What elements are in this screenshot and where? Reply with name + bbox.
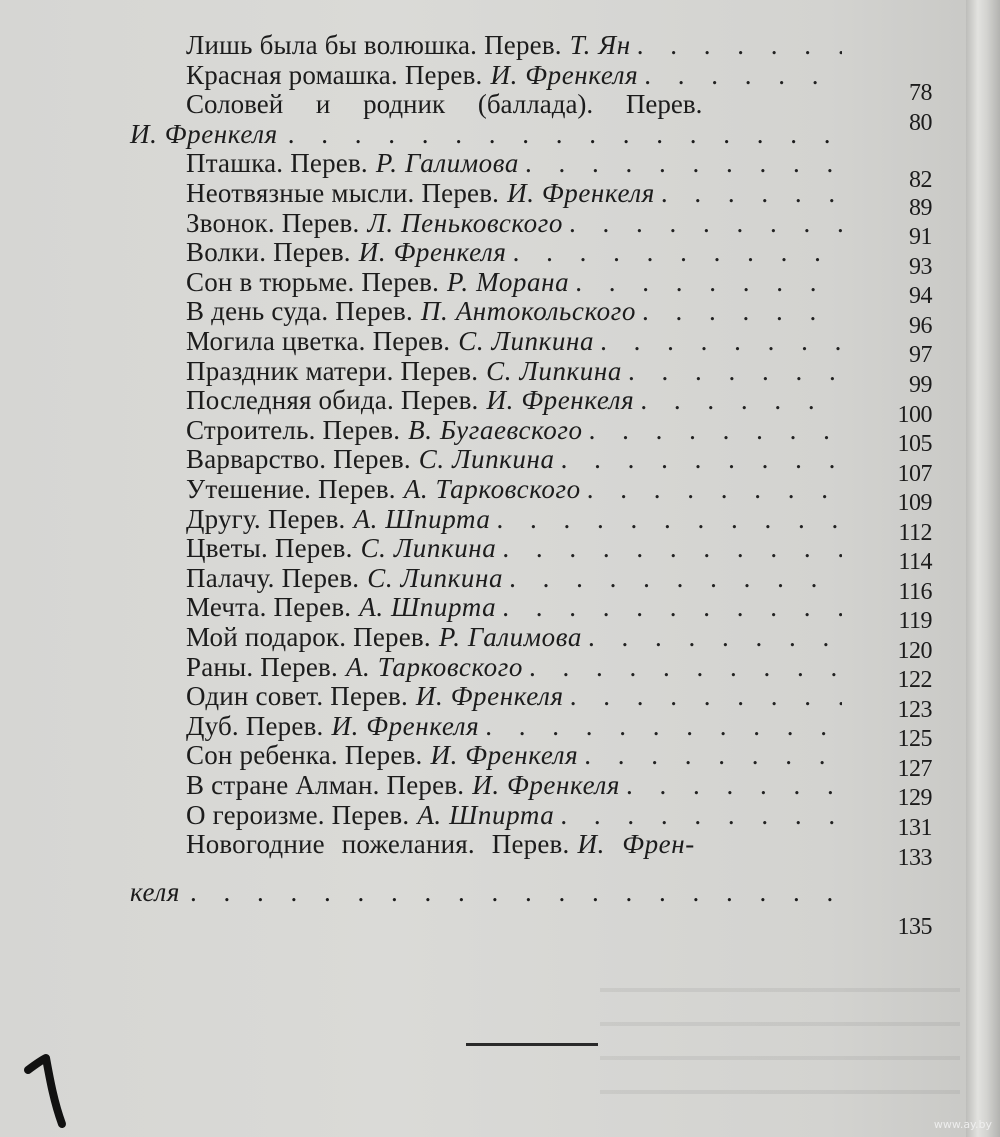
toc-entry: [186, 681, 842, 711]
dot-leader: [626, 770, 842, 800]
toc-entry-translator: И. Френкеля: [507, 178, 655, 208]
toc-entry: [186, 563, 842, 593]
toc-entry: [186, 740, 842, 770]
toc-entry: [186, 385, 842, 415]
toc-entry: [186, 711, 842, 741]
dot-leader: [588, 622, 842, 652]
toc-entry-title: Варварство. Перев.: [186, 444, 411, 475]
toc-entry-title: Праздник матери. Перев.: [186, 355, 479, 386]
toc-entry-title: В стране Алман. Перев.: [186, 770, 465, 800]
toc-entry-title: Звонок. Перев.: [186, 207, 360, 238]
toc-entry-title: Мечта. Перев.: [186, 592, 352, 623]
dot-leader: [560, 800, 842, 830]
toc-entry: [186, 622, 842, 652]
dot-leader: [640, 385, 842, 415]
toc-entry: [186, 533, 842, 563]
toc-entry: [186, 30, 842, 60]
dot-leader: [513, 237, 842, 267]
toc-entry-title: Соловей и родник (баллада). Перев.: [186, 89, 703, 120]
toc-entry-translator: И. Френкеля: [358, 237, 507, 268]
toc-entry-translator: И. Френкеля: [430, 740, 579, 771]
toc-page-number: 131: [897, 815, 932, 841]
toc-entry: [186, 237, 842, 267]
toc-entry-title: Новогодние пожелания. Перев.: [186, 829, 570, 860]
toc-entry-title: Мой подарок. Перев.: [186, 622, 431, 652]
toc-entry: [186, 208, 842, 238]
dot-leader: [525, 148, 842, 178]
toc-entry: [186, 504, 842, 534]
toc-entry: [186, 267, 842, 297]
dot-leader: [661, 178, 842, 208]
toc-entry-translator: Р. Морана: [447, 266, 570, 297]
toc-page-number: 125: [897, 726, 932, 752]
dot-leader: [600, 326, 842, 356]
dot-leader: [502, 533, 842, 563]
toc-entry: [186, 296, 842, 326]
toc-entry: [186, 178, 842, 208]
toc-entry-title: Последняя обида. Перев.: [186, 385, 479, 416]
toc-page-number: 133: [897, 845, 932, 871]
toc-page-number: 93: [909, 254, 932, 280]
toc-entry-title: Волки. Перев.: [186, 237, 351, 268]
book-binding: [966, 0, 1000, 1137]
toc-page-number: 109: [897, 490, 932, 516]
toc-entry-translator: И. Френкеля: [130, 118, 278, 149]
toc-entry-translator: И. Френкеля: [490, 59, 639, 90]
toc-page-number: 129: [897, 785, 932, 811]
toc-entry: [186, 60, 842, 90]
toc-entry: [186, 829, 842, 859]
toc-entry-title: Лишь была бы волюшка. Перев.: [186, 30, 562, 60]
toc-entry-translator: А. Тарковского: [403, 474, 581, 504]
toc-entry: [186, 326, 842, 356]
toc-entry-title: Красная ромашка. Перев.: [186, 59, 483, 90]
toc-page-number: 91: [909, 224, 932, 250]
dot-leader: [570, 681, 842, 711]
toc-entry: [186, 592, 842, 622]
toc-entry-title: Утешение. Перев.: [186, 474, 396, 504]
toc-entry: [186, 652, 842, 682]
toc-page-number: 114: [898, 549, 932, 575]
toc-entry-translator: С. Липкина: [360, 533, 497, 564]
toc-entry-title: Сон ребенка. Перев.: [186, 740, 423, 771]
toc-entry-translator: С. Липкина: [367, 562, 504, 593]
toc-entry-translator: А. Шпирта: [417, 799, 555, 830]
show-through-text: [600, 970, 960, 1120]
section-divider-rule: [466, 1043, 598, 1046]
toc-entry: [186, 444, 842, 474]
dot-leader: [642, 296, 842, 326]
toc-entry-translator: Т. Ян: [569, 30, 631, 60]
toc-entry: [186, 356, 842, 386]
toc-entry-title: О героизме. Перев.: [186, 799, 410, 830]
dot-leader: [575, 267, 842, 297]
toc-page-number: 119: [898, 608, 932, 634]
dot-leader: [502, 592, 842, 622]
toc-entry-translator: Р. Галимова: [375, 148, 519, 179]
toc-entry: [186, 800, 842, 830]
toc-entry-translator: С. Липкина: [486, 355, 622, 386]
toc-page-number: 123: [897, 697, 932, 723]
toc-entry-translator: С. Липкина: [458, 326, 595, 356]
toc-entry-translator: П. Антокольского: [420, 296, 636, 327]
dot-leader: [497, 504, 842, 534]
toc-entry: [186, 474, 842, 504]
toc-entry-translator: А. Тарковского: [345, 651, 523, 682]
toc-entry-translator: И. Френкеля: [472, 770, 621, 800]
toc-entry: [186, 415, 842, 445]
toc-page-number: 96: [909, 313, 932, 339]
toc-page-number: 99: [909, 372, 932, 398]
toc-page-number: 82: [909, 167, 932, 193]
toc-entry-continuation: [130, 119, 842, 149]
toc-entry-title: Могила цветка. Перев.: [186, 326, 451, 356]
dot-leader: [637, 30, 842, 60]
toc-entry-translator: А. Шпирта: [359, 592, 497, 623]
toc-page-number: 116: [898, 579, 932, 605]
watermark: www.ay.by: [933, 1118, 992, 1131]
toc-entry-translator: И. Френкеля: [415, 681, 564, 712]
toc-page-number: 127: [897, 756, 932, 782]
toc-entry-translator: И. Френкеля: [331, 710, 480, 741]
dot-leader: [509, 563, 842, 593]
toc-entry-translator: Р. Галимова: [438, 622, 582, 652]
toc-entry-title: В день суда. Перев.: [186, 296, 413, 327]
toc-entry-title: Дуб. Перев.: [186, 710, 324, 741]
toc-entry-title: Неотвязные мысли. Перев.: [186, 178, 500, 208]
toc-entry: [186, 770, 842, 800]
toc-entry-title: Пташка. Перев.: [186, 148, 368, 179]
toc-entry-translator: И. Френкеля: [486, 385, 635, 416]
toc-entry-title: Другу. Перев.: [186, 503, 346, 534]
handwritten-mark: [10, 1040, 90, 1130]
toc-entry-translator: С. Липкина: [418, 444, 555, 475]
toc-page-number: 122: [897, 667, 932, 693]
toc-page-number: 112: [898, 520, 932, 546]
dot-leader: [190, 877, 842, 907]
dot-leader: [644, 60, 842, 90]
toc-page-number: 105: [897, 431, 932, 457]
toc-page-number: 120: [897, 638, 932, 664]
dot-leader: [485, 711, 842, 741]
toc-entry-title: Цветы. Перев.: [186, 533, 353, 564]
toc-page-number: 100: [897, 402, 932, 428]
toc-entry-translator: А. Шпирта: [353, 503, 491, 534]
toc-page-number: 135: [897, 914, 932, 940]
dot-leader: [561, 444, 842, 474]
dot-leader: [628, 356, 842, 386]
toc-entry: [186, 148, 842, 178]
toc-page-number: 107: [897, 461, 932, 487]
toc-entry-title: Строитель. Перев.: [186, 414, 401, 445]
toc-page-number: 80: [909, 110, 932, 136]
toc-entry-translator: В. Бугаевского: [408, 414, 583, 445]
dot-leader: [569, 208, 842, 238]
toc-entry-translator: Л. Пеньковского: [367, 207, 563, 238]
dot-leader: [529, 652, 842, 682]
toc-page-number: 97: [909, 342, 932, 368]
toc-entry-continuation: [130, 877, 842, 907]
dot-leader: [288, 119, 842, 149]
dot-leader: [584, 740, 842, 770]
toc-page-number: 94: [909, 283, 932, 309]
toc-entry-title: Сон в тюрьме. Перев.: [186, 266, 440, 297]
toc-entry-title: Палачу. Перев.: [186, 562, 360, 593]
toc-page-number: 78: [909, 80, 932, 106]
toc-entry-title: Раны. Перев.: [186, 651, 338, 682]
dot-leader: [589, 415, 842, 445]
dot-leader: [587, 474, 842, 504]
toc-entry-translator: келя: [130, 876, 180, 907]
toc-entry-translator: И. Френ-: [577, 829, 695, 860]
toc-entry-title: Один совет. Перев.: [186, 681, 408, 712]
toc-page-number: 89: [909, 195, 932, 221]
